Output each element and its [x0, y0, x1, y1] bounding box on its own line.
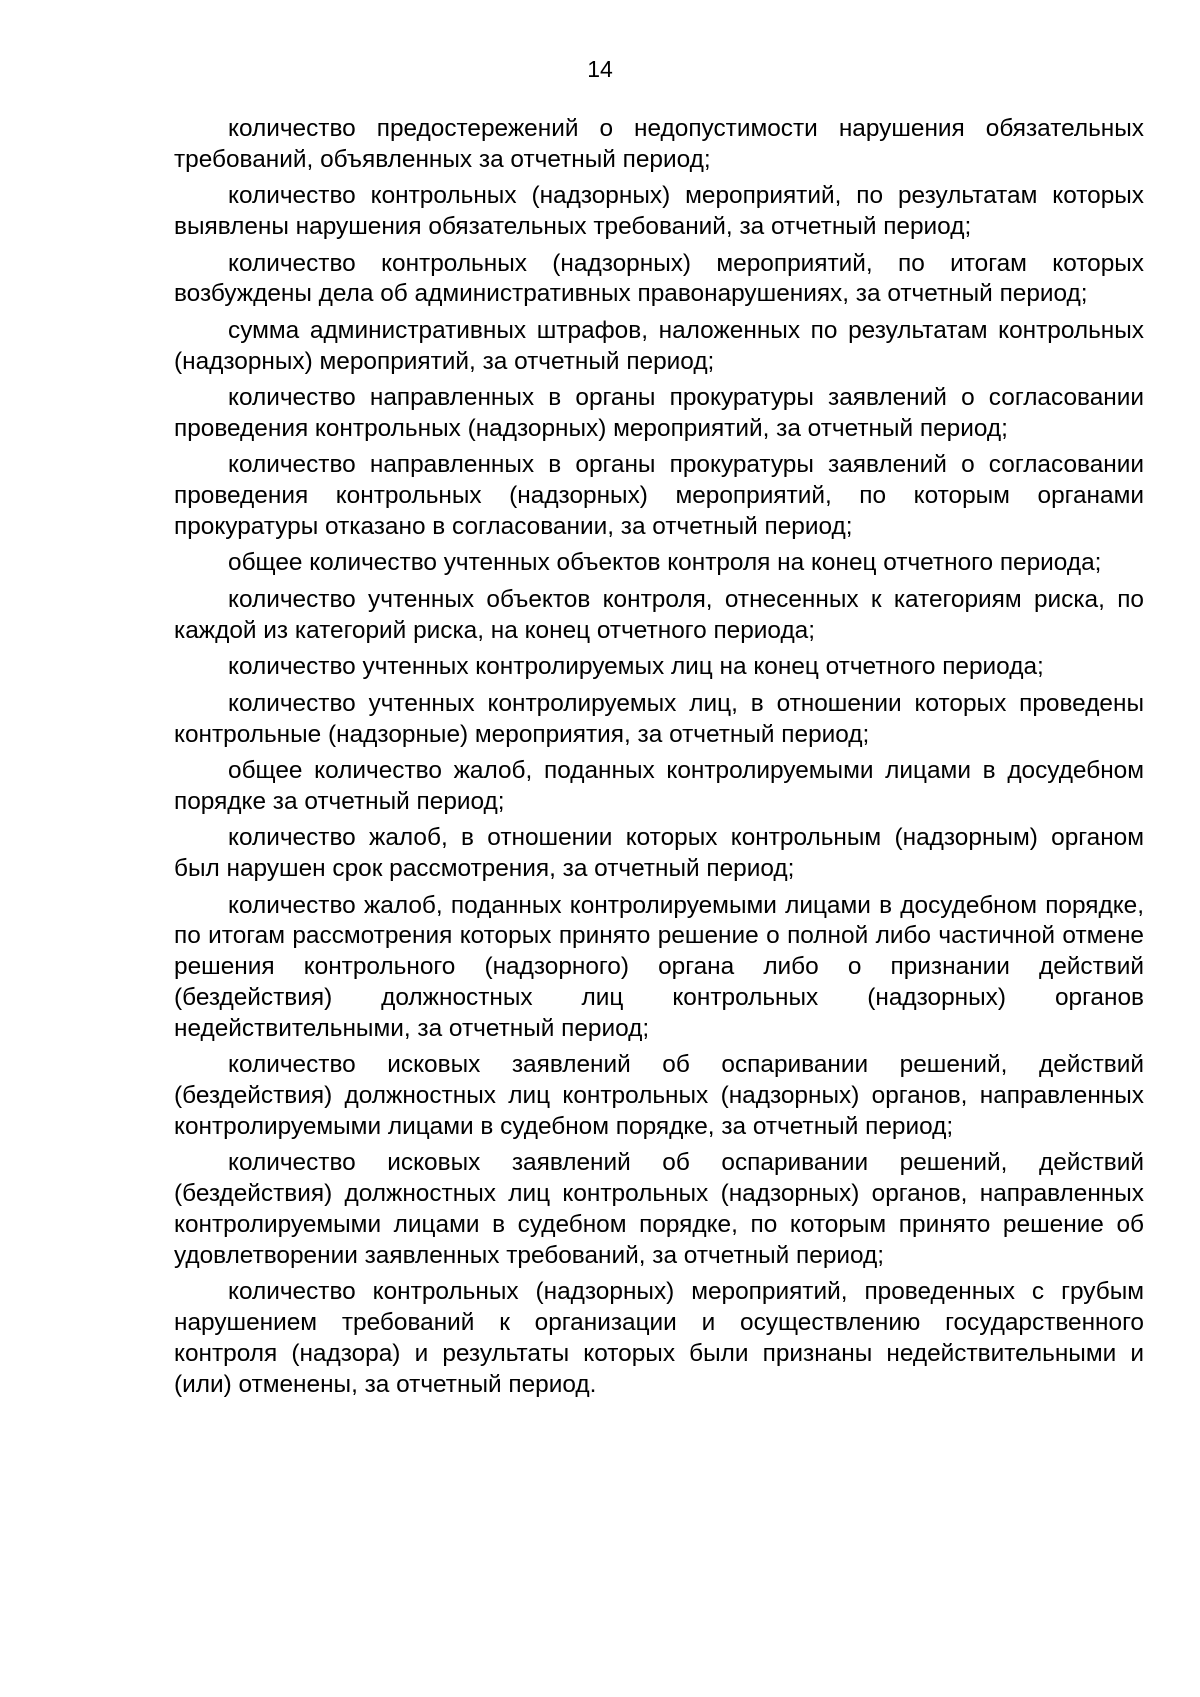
paragraph: количество учтенных объектов контроля, отнесенных к категориям риска, по каждой из категорий риска, на конец отчетного периода;	[174, 585, 1144, 644]
paragraph: количество направленных в органы прокуратуры заявлений о согласовании проведения контрольных (надзорных) мероприятий, за отчетный период;	[174, 384, 1144, 442]
paragraph: количество жалоб, поданных контролируемыми лицами в досудебном порядке, по итогам рассмотрения которых принято решение о полной либо частичной отмене решения контрольного (надзорного) органа либо о признании действий (бездействия) должностных лиц контрольных (надзорных) органов недействительными, за отчетный период;	[174, 891, 1144, 1042]
paragraph: количество исковых заявлений об оспаривании решений, действий (бездействия) должностных лиц контрольных (надзорных) органов, направленных контролируемыми лицами в судебном порядке, по которым принято решение об удовлетворении заявленных требований, за отчетный период;	[174, 1149, 1144, 1269]
paragraph: количество предостережений о недопустимости нарушения обязательных требований, объявленных за отчетный период;	[174, 115, 1144, 173]
paragraph: количество учтенных контролируемых лиц на конец отчетного периода;	[228, 653, 1044, 681]
paragraph: количество направленных в органы прокуратуры заявлений о согласовании проведения контрольных (надзорных) мероприятий, по которым органами прокуратуры отказано в согласовании, за отчетный период;	[174, 451, 1144, 540]
paragraph: количество жалоб, в отношении которых контрольным (надзорным) органом был нарушен срок рассмотрения, за отчетный период;	[174, 824, 1144, 883]
paragraph: общее количество учтенных объектов контроля на конец отчетного периода;	[228, 549, 1102, 577]
page-number: 14	[587, 56, 613, 82]
document-body	[174, 114, 1144, 1406]
paragraph: сумма административных штрафов, наложенных по результатам контрольных (надзорных) мероприятий, за отчетный период;	[174, 316, 1144, 375]
paragraph: количество контрольных (надзорных) мероприятий, проведенных с грубым нарушением требований к организации и осуществлению государственного контроля (надзора) и результаты которых были признаны недействительными и (или) отменены, за отчетный период.	[174, 1278, 1144, 1398]
paragraph: количество контрольных (надзорных) мероприятий, по результатам которых выявлены нарушения обязательных требований, за отчетный период;	[174, 182, 1144, 241]
paragraph: количество контрольных (надзорных) мероприятий, по итогам которых возбуждены дела об административных правонарушениях, за отчетный период;	[174, 249, 1144, 308]
paragraph: количество учтенных контролируемых лиц, в отношении которых проведены контрольные (надзорные) мероприятия, за отчетный период;	[174, 689, 1144, 748]
paragraph: количество исковых заявлений об оспаривании решений, действий (бездействия) должностных лиц контрольных (надзорных) органов, направленных контролируемыми лицами в судебном порядке, за отчетный период;	[174, 1051, 1144, 1140]
paragraph: общее количество жалоб, поданных контролируемыми лицами в досудебном порядке за отчетный период;	[174, 757, 1144, 815]
